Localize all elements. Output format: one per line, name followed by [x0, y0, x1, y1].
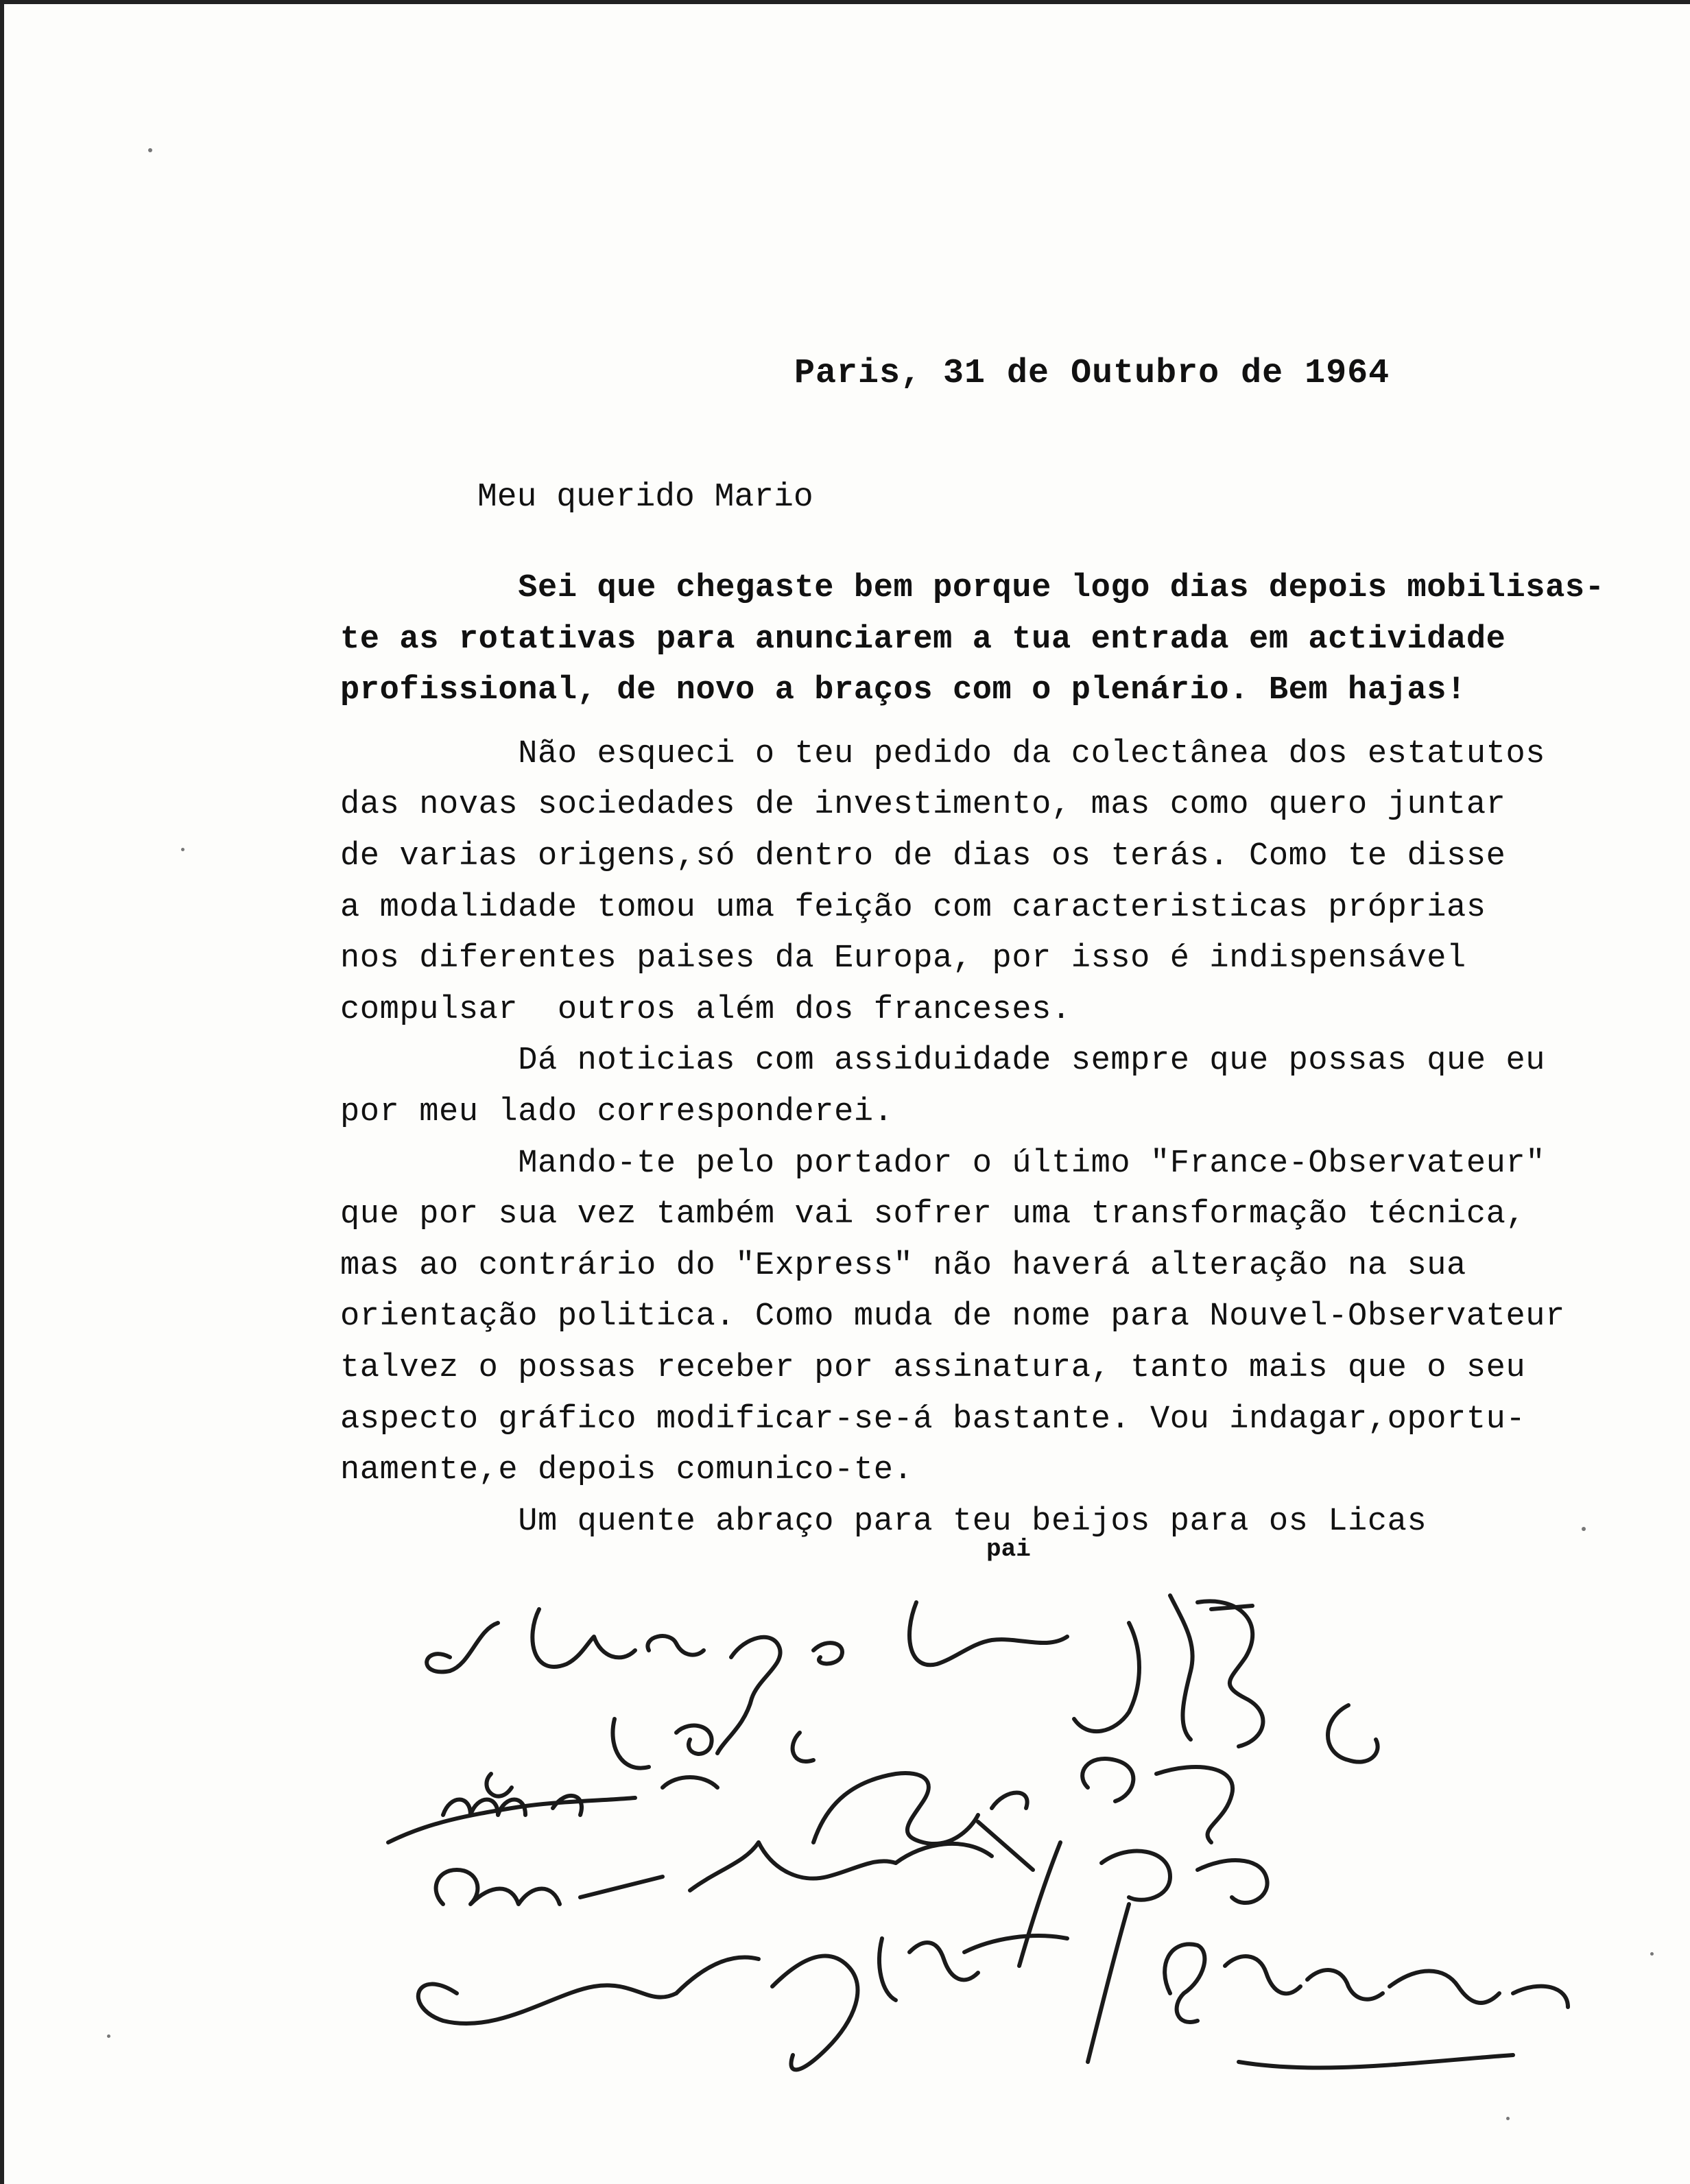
paper-speck: [1506, 2117, 1510, 2120]
body-line: orientação politica. Como muda de nome para Nouvel-Observateur: [340, 1298, 1565, 1336]
body-line: Sei que chegaste bem porque logo dias depois mobilisas-: [340, 570, 1605, 606]
body-line: compulsar outros além dos franceses.: [340, 991, 1071, 1028]
body-line: Dá noticias com assiduidade sempre que possas que eu: [340, 1043, 1546, 1080]
body-line: te as rotativas para anunciarem a tua entrada em actividade: [340, 621, 1506, 658]
body-line: Mando-te pelo portador o último "France-Observateur": [340, 1145, 1546, 1182]
body-line: Um quente abraço para teu beijos para os Licas: [340, 1503, 1427, 1540]
body-line: profissional, de novo a braços com o plenário. Bem hajas!: [340, 672, 1466, 709]
body-line: a modalidade tomou uma feição com caracteristicas próprias: [340, 889, 1486, 926]
body-line: mas ao contrário do "Express" não haverá alteração na sua: [340, 1247, 1466, 1284]
body-line: de varias origens,só dentro de dias os terás. Como te disse: [340, 838, 1506, 875]
inserted-word: pai: [986, 1535, 1031, 1563]
body-line: por meu lado corresponderei.: [340, 1093, 894, 1130]
body-line: nos diferentes paises da Europa, por isso é indispensável: [340, 940, 1466, 977]
paper-speck: [1650, 1952, 1654, 1956]
paper-speck: [107, 2034, 110, 2038]
body-line: Não esqueci o teu pedido da colectânea dos estatutos: [340, 735, 1546, 772]
body-line: namente,e depois comunico-te.: [340, 1452, 914, 1489]
letter-greeting: Meu querido Mario: [477, 479, 813, 516]
body-line: talvez o possas receber por assinatura, tanto mais que o seu: [340, 1349, 1526, 1386]
letter-date: Paris, 31 de Outubro de 1964: [794, 354, 1390, 393]
body-line: que por sua vez também vai sofrer uma transformação técnica,: [340, 1196, 1526, 1233]
paper-speck: [148, 148, 152, 152]
paper-speck: [1582, 1527, 1586, 1531]
handwritten-signature: [374, 1582, 1650, 2103]
body-line: das novas sociedades de investimento, mas como quero juntar: [340, 787, 1506, 824]
letter-body: [340, 563, 1643, 1547]
paper-speck: [181, 848, 185, 851]
body-line: aspecto gráfico modificar-se-á bastante. Vou indagar,oportu-: [340, 1401, 1526, 1438]
